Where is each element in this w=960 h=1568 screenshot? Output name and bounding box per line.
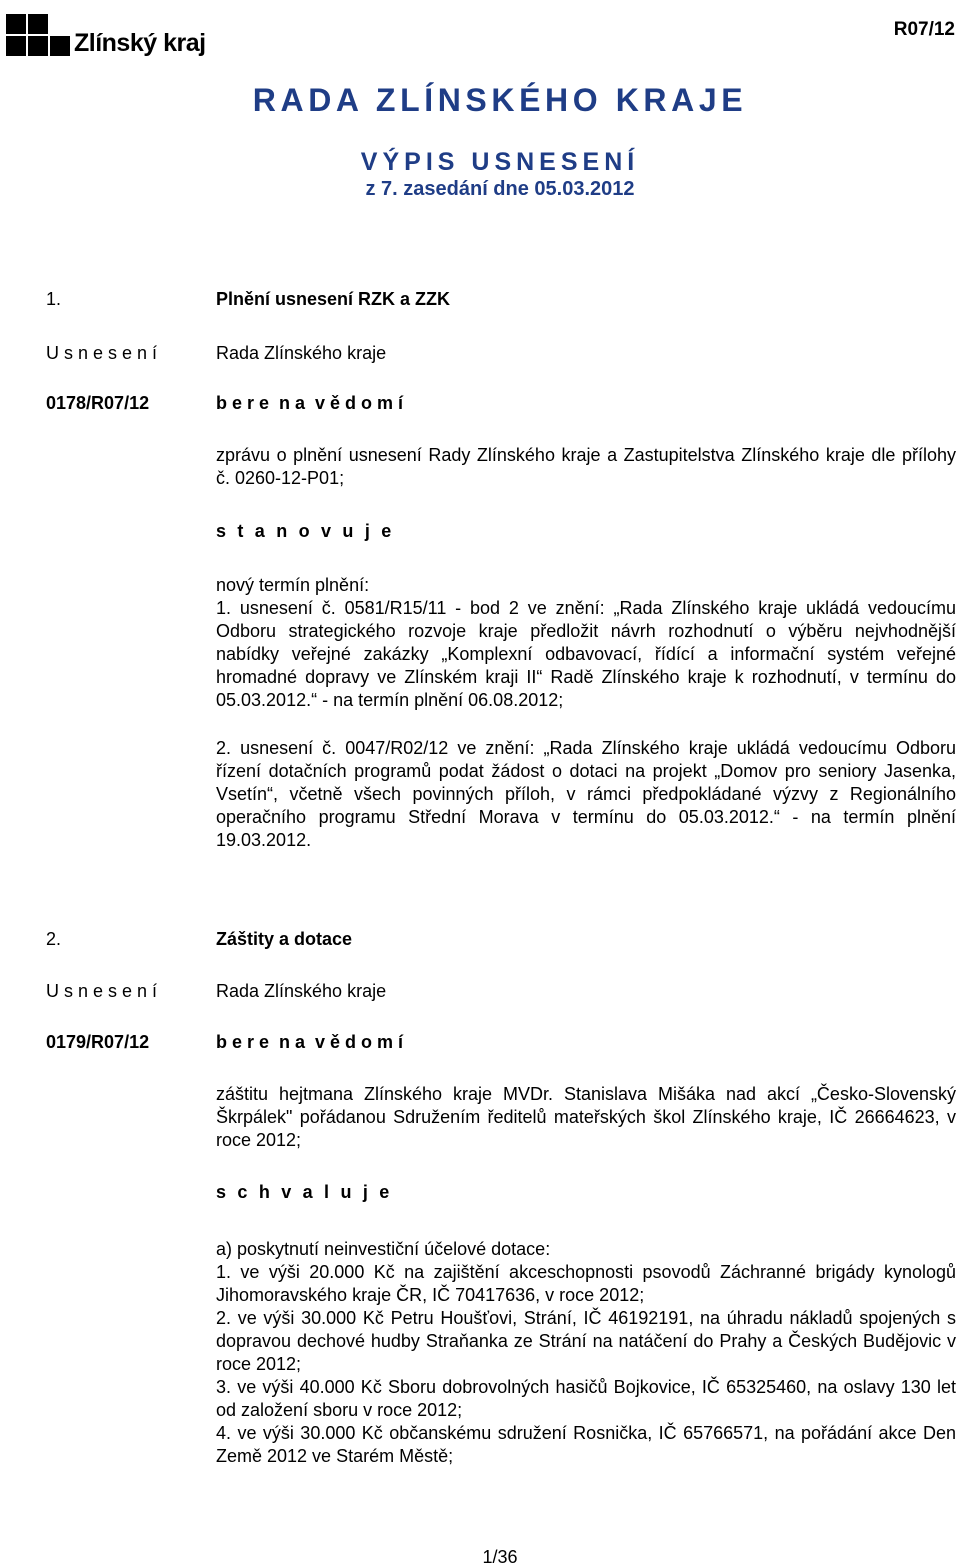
section-1-new-term-label: nový termín plnění: <box>216 575 370 595</box>
grant-item-2: 2. ve výši 30.000 Kč Petru Houšťovi, Strání, IČ 46192191, na úhradu nákladů spojených s dopravou dechové hudby Straňanka ze Strání na natáčení do Prahy a Českých Budějovic v roce 2012; <box>216 1308 956 1374</box>
section-2-heading: Záštity a dotace <box>216 929 353 949</box>
section-2-verb-approves: s c h v a l u j e <box>216 1182 393 1202</box>
section-2-number: 2. <box>46 929 62 949</box>
grant-item-1: 1. ve výši 20.000 Kč na zajištění akceschopnosti psovodů Záchranné brigády kynologů Jihomoravského kraje ČR, IČ 70417636, v roce 2012; <box>216 1262 956 1305</box>
section-2-resolution-label: U s n e s e n í <box>46 981 158 1001</box>
section-1-resolution-label: U s n e s e n í <box>46 343 158 363</box>
section-1-item-2: 2. usnesení č. 0047/R02/12 ve znění: „Rada Zlínského kraje ukládá vedoucímu Odboru řízení dotačních programů podat žádost o dotaci na projekt „Domov pro seniory Jasenka, Vsetín“, včetně všech povinných příloh, v rámci předpokládané výzvy z Regionálního operačního programu Střední Morava v termínu do 05.03.2012.“ - na termín plnění 19.03.2012. <box>216 738 956 850</box>
logo <box>6 8 206 56</box>
section-1-verb-acknowledges: b e r e n a v ě d o m í <box>216 393 404 413</box>
logo-text: Zlínský kraj <box>74 29 206 57</box>
page-subtitle: VÝPIS USNESENÍ <box>360 148 640 176</box>
section-1-item-1: 1. usnesení č. 0581/R15/11 - bod 2 ve znění: „Rada Zlínského kraje ukládá vedoucímu Odboru strategického rozvoje kraje předložit návrh rozhodnutí o výběru nejvhodnější nabídky veřejné zakázky „Komplexní odbavovací, řídící a informační systém veřejné hromadné dopravy ve Zlínském kraji II“ Radě Zlínského kraje k rozhodnutí, v termínu do 05.03.2012.“ - na termín plnění 06.08.2012; <box>216 598 956 710</box>
section-1-resolution-number: 0178/R07/12 <box>46 393 150 413</box>
grant-item-3: 3. ve výši 40.000 Kč Sboru dobrovolných hasičů Bojkovice, IČ 65325460, na oslavy 130 let od založení sboru v roce 2012; <box>216 1377 956 1420</box>
section-2-resolution-number: 0179/R07/12 <box>46 1032 150 1052</box>
section-1-verb-sets: s t a n o v u j e <box>216 521 395 541</box>
section-1-number: 1. <box>46 289 62 309</box>
section-2-patronage-text: záštitu hejtmana Zlínského kraje MVDr. Stanislava Mišáka nad akcí „Česko-Slovenský Škrpálek" pořádanou Sdružením ředitelů mateřských škol Zlínského kraje, IČ 26664623, v roce 2012; <box>216 1084 956 1150</box>
page-number: 1/36 <box>482 1547 518 1567</box>
section-2-subsidy-intro: a) poskytnutí neinvestiční účelové dotace: <box>216 1239 551 1259</box>
section-2-authority: Rada Zlínského kraje <box>216 981 387 1001</box>
session-info: z 7. zasedání dne 05.03.2012 <box>365 178 635 200</box>
page-title: RADA ZLÍNSKÉHO KRAJE <box>252 82 748 118</box>
document-code: R07/12 <box>893 19 955 40</box>
logo-mark-icon <box>6 14 70 56</box>
section-2-verb-acknowledges: b e r e n a v ě d o m í <box>216 1032 404 1052</box>
section-1-report-text: zprávu o plnění usnesení Rady Zlínského kraje a Zastupitelstva Zlínského kraje dle přílohy č. 0260-12-P01; <box>216 445 956 488</box>
section-1-heading: Plnění usnesení RZK a ZZK <box>216 289 451 309</box>
grant-item-4: 4. ve výši 30.000 Kč občanskému sdružení Rosnička, IČ 65766571, na pořádání akce Den Země 2012 ve Starém Městě; <box>216 1423 956 1466</box>
section-1-authority: Rada Zlínského kraje <box>216 343 387 363</box>
